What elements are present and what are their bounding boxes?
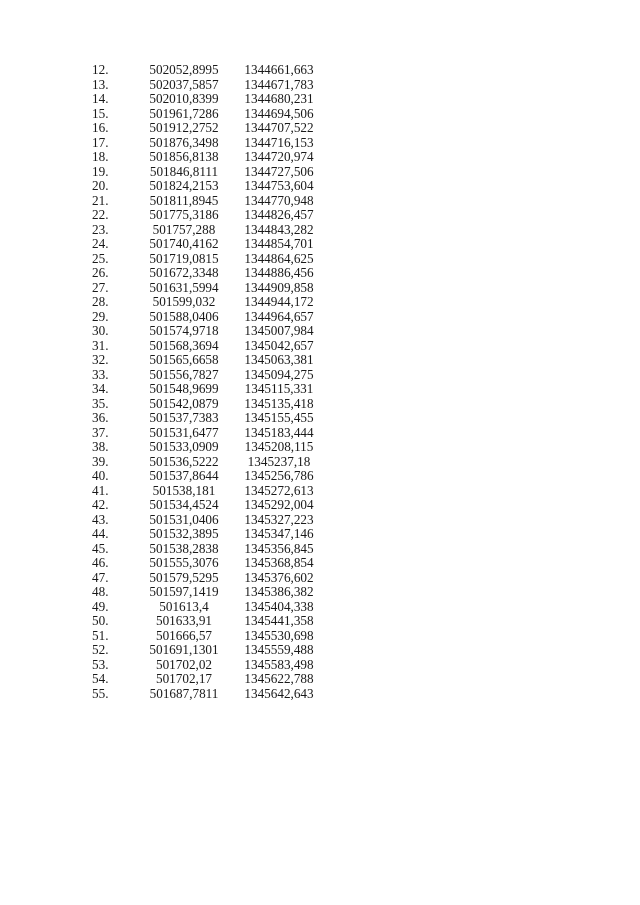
point-number: 32. [92, 352, 109, 367]
y-coordinate: 1344753,604 [244, 178, 314, 193]
point-number: 23. [92, 221, 109, 237]
table-row [92, 687, 324, 702]
y-coordinate: 1345256,786 [244, 468, 314, 483]
table-row [92, 585, 324, 600]
x-coordinate: 501597,1419 [149, 584, 219, 599]
x-coordinate: 501548,9699 [149, 381, 219, 396]
point-number: 47. [92, 569, 109, 585]
table-row [92, 194, 324, 209]
point-number: 49. [92, 598, 109, 614]
table-row [92, 600, 324, 615]
point-number: 33. [92, 366, 109, 382]
point-number: 54. [92, 671, 109, 686]
y-coordinate: 1344826,457 [244, 207, 314, 222]
table-row [92, 281, 324, 296]
point-number: 53. [92, 656, 109, 672]
table-row [92, 672, 324, 687]
table-row [92, 629, 324, 644]
point-number: 27. [92, 279, 109, 295]
point-number: 45. [92, 540, 109, 556]
point-number: 38. [92, 439, 109, 454]
y-coordinate: 1344707,522 [244, 120, 314, 135]
table-row [92, 136, 324, 151]
table-row [92, 92, 324, 107]
x-coordinate: 501537,7383 [149, 410, 219, 425]
x-coordinate: 501631,5994 [149, 279, 219, 295]
table-row [92, 484, 324, 499]
point-number: 55. [92, 685, 109, 701]
y-coordinate: 1345135,418 [244, 395, 314, 411]
point-number: 40. [92, 468, 109, 483]
x-coordinate: 501912,2752 [149, 120, 219, 135]
x-coordinate: 501775,3186 [149, 207, 219, 222]
y-coordinate: 1344944,172 [244, 294, 314, 309]
x-coordinate: 501702,02 [155, 656, 213, 672]
x-coordinate: 501537,8644 [149, 468, 219, 483]
table-row [92, 353, 324, 368]
y-coordinate: 1345094,275 [244, 366, 314, 382]
x-coordinate: 501702,17 [155, 671, 213, 686]
x-coordinate: 501555,3076 [149, 555, 219, 570]
x-coordinate: 501719,0815 [149, 250, 219, 266]
x-coordinate: 501961,7286 [149, 105, 219, 121]
table-row [92, 237, 324, 252]
y-coordinate: 1344720,974 [244, 149, 314, 164]
point-number: 25. [92, 250, 109, 266]
point-number: 42. [92, 497, 109, 512]
point-number: 22. [92, 207, 109, 222]
y-coordinate: 1344716,153 [244, 134, 314, 150]
point-number: 51. [92, 627, 109, 643]
point-number: 30. [92, 323, 109, 338]
x-coordinate: 501757,288 [152, 221, 216, 237]
x-coordinate: 501666,57 [155, 627, 213, 643]
table-row [92, 382, 324, 397]
x-coordinate: 501687,7811 [149, 685, 219, 701]
y-coordinate: 1345441,358 [244, 613, 314, 628]
table-row [92, 455, 324, 470]
x-coordinate: 501599,032 [152, 294, 216, 309]
x-coordinate: 501536,5222 [149, 453, 219, 469]
y-coordinate: 1344661,663 [244, 62, 314, 77]
point-number: 19. [92, 163, 109, 179]
x-coordinate: 501542,0879 [149, 395, 219, 411]
y-coordinate: 1345376,602 [244, 569, 314, 585]
x-coordinate: 501556,7827 [149, 366, 219, 382]
y-coordinate: 1345042,657 [244, 337, 314, 353]
x-coordinate: 502010,8399 [149, 91, 219, 106]
y-coordinate: 1345183,444 [244, 424, 314, 440]
x-coordinate: 501672,3348 [149, 265, 219, 280]
x-coordinate: 502037,5857 [149, 76, 219, 92]
point-number: 39. [92, 453, 109, 469]
x-coordinate: 501846,8111 [149, 163, 219, 179]
y-coordinate: 1345642,643 [244, 685, 314, 701]
table-row [92, 150, 324, 165]
table-row [92, 339, 324, 354]
x-coordinate: 501538,181 [152, 482, 216, 498]
y-coordinate: 1345530,698 [244, 627, 314, 643]
y-coordinate: 1345237,18 [247, 453, 311, 469]
coordinate-table-body [92, 63, 324, 701]
point-number: 18. [92, 149, 109, 164]
table-row [92, 614, 324, 629]
coordinate-table [92, 63, 324, 701]
x-coordinate: 501824,2153 [149, 178, 219, 193]
y-coordinate: 1345007,984 [244, 323, 314, 338]
y-coordinate: 1344886,456 [244, 265, 314, 280]
table-row [92, 223, 324, 238]
y-coordinate: 1344694,506 [244, 105, 314, 121]
y-coordinate: 1345356,845 [244, 540, 314, 556]
table-row [92, 527, 324, 542]
y-coordinate: 1345327,223 [244, 511, 314, 527]
point-number: 34. [92, 381, 109, 396]
table-row [92, 252, 324, 267]
x-coordinate: 501691,1301 [149, 642, 219, 657]
x-coordinate: 501811,8945 [149, 192, 219, 208]
table-row [92, 411, 324, 426]
x-coordinate: 501532,3895 [149, 526, 219, 541]
x-coordinate: 501740,4162 [149, 236, 219, 251]
point-number: 12. [92, 62, 109, 77]
table-row [92, 440, 324, 455]
table-row [92, 658, 324, 673]
point-number: 52. [92, 642, 109, 657]
point-number: 21. [92, 192, 109, 208]
point-number: 13. [92, 76, 109, 92]
point-number: 14. [92, 91, 109, 106]
x-coordinate: 501534,4524 [149, 497, 219, 512]
y-coordinate: 1344854,701 [244, 236, 314, 251]
x-coordinate: 501876,3498 [149, 134, 219, 150]
y-coordinate: 1345208,115 [244, 439, 314, 454]
table-row [92, 107, 324, 122]
x-coordinate: 502052,8995 [149, 62, 219, 77]
y-coordinate: 1344964,657 [244, 308, 314, 324]
point-number: 46. [92, 555, 109, 570]
x-coordinate: 501856,8138 [149, 149, 219, 164]
point-number: 44. [92, 526, 109, 541]
table-row [92, 469, 324, 484]
table-row [92, 266, 324, 281]
y-coordinate: 1345155,455 [244, 410, 314, 425]
y-coordinate: 1344671,783 [244, 76, 314, 92]
x-coordinate: 501574,9718 [149, 323, 219, 338]
point-number: 41. [92, 482, 109, 498]
table-row [92, 121, 324, 136]
point-number: 15. [92, 105, 109, 121]
point-number: 48. [92, 584, 109, 599]
table-row [92, 179, 324, 194]
x-coordinate: 501531,0406 [149, 511, 219, 527]
y-coordinate: 1345115,331 [244, 381, 314, 396]
point-number: 28. [92, 294, 109, 309]
y-coordinate: 1344727,506 [244, 163, 314, 179]
y-coordinate: 1345622,788 [244, 671, 314, 686]
table-row [92, 368, 324, 383]
table-row [92, 571, 324, 586]
point-number: 43. [92, 511, 109, 527]
point-number: 24. [92, 236, 109, 251]
table-row [92, 165, 324, 180]
y-coordinate: 1345583,498 [244, 656, 314, 672]
table-row [92, 63, 324, 78]
point-number: 20. [92, 178, 109, 193]
point-number: 50. [92, 613, 109, 628]
table-row [92, 556, 324, 571]
y-coordinate: 1345063,381 [244, 352, 314, 367]
x-coordinate: 501568,3694 [149, 337, 219, 353]
point-number: 16. [92, 120, 109, 135]
table-row [92, 310, 324, 325]
table-row [92, 513, 324, 528]
y-coordinate: 1344909,858 [244, 279, 314, 295]
y-coordinate: 1345404,338 [244, 598, 314, 614]
point-number: 29. [92, 308, 109, 324]
table-row [92, 397, 324, 412]
table-row [92, 498, 324, 513]
point-number: 31. [92, 337, 109, 353]
y-coordinate: 1344680,231 [244, 91, 314, 106]
point-number: 36. [92, 410, 109, 425]
x-coordinate: 501633,91 [155, 613, 213, 628]
y-coordinate: 1344770,948 [244, 192, 314, 208]
y-coordinate: 1345559,488 [244, 642, 314, 657]
x-coordinate: 501588,0406 [149, 308, 219, 324]
x-coordinate: 501613,4 [159, 598, 209, 614]
x-coordinate: 501533,0909 [149, 439, 219, 454]
table-row [92, 643, 324, 658]
y-coordinate: 1344864,625 [244, 250, 314, 266]
y-coordinate: 1345272,613 [244, 482, 314, 498]
x-coordinate: 501565,6658 [149, 352, 219, 367]
x-coordinate: 501531,6477 [149, 424, 219, 440]
y-coordinate: 1345292,004 [244, 497, 314, 512]
table-row [92, 426, 324, 441]
table-row [92, 78, 324, 93]
point-number: 26. [92, 265, 109, 280]
point-number: 37. [92, 424, 109, 440]
point-number: 35. [92, 395, 109, 411]
y-coordinate: 1345347,146 [244, 526, 314, 541]
table-row [92, 208, 324, 223]
x-coordinate: 501538,2838 [149, 540, 219, 556]
y-coordinate: 1345386,382 [244, 584, 314, 599]
table-row [92, 295, 324, 310]
y-coordinate: 1344843,282 [244, 221, 314, 237]
table-row [92, 542, 324, 557]
table-row [92, 324, 324, 339]
y-coordinate: 1345368,854 [244, 555, 314, 570]
point-number: 17. [92, 134, 109, 150]
x-coordinate: 501579,5295 [149, 569, 219, 585]
